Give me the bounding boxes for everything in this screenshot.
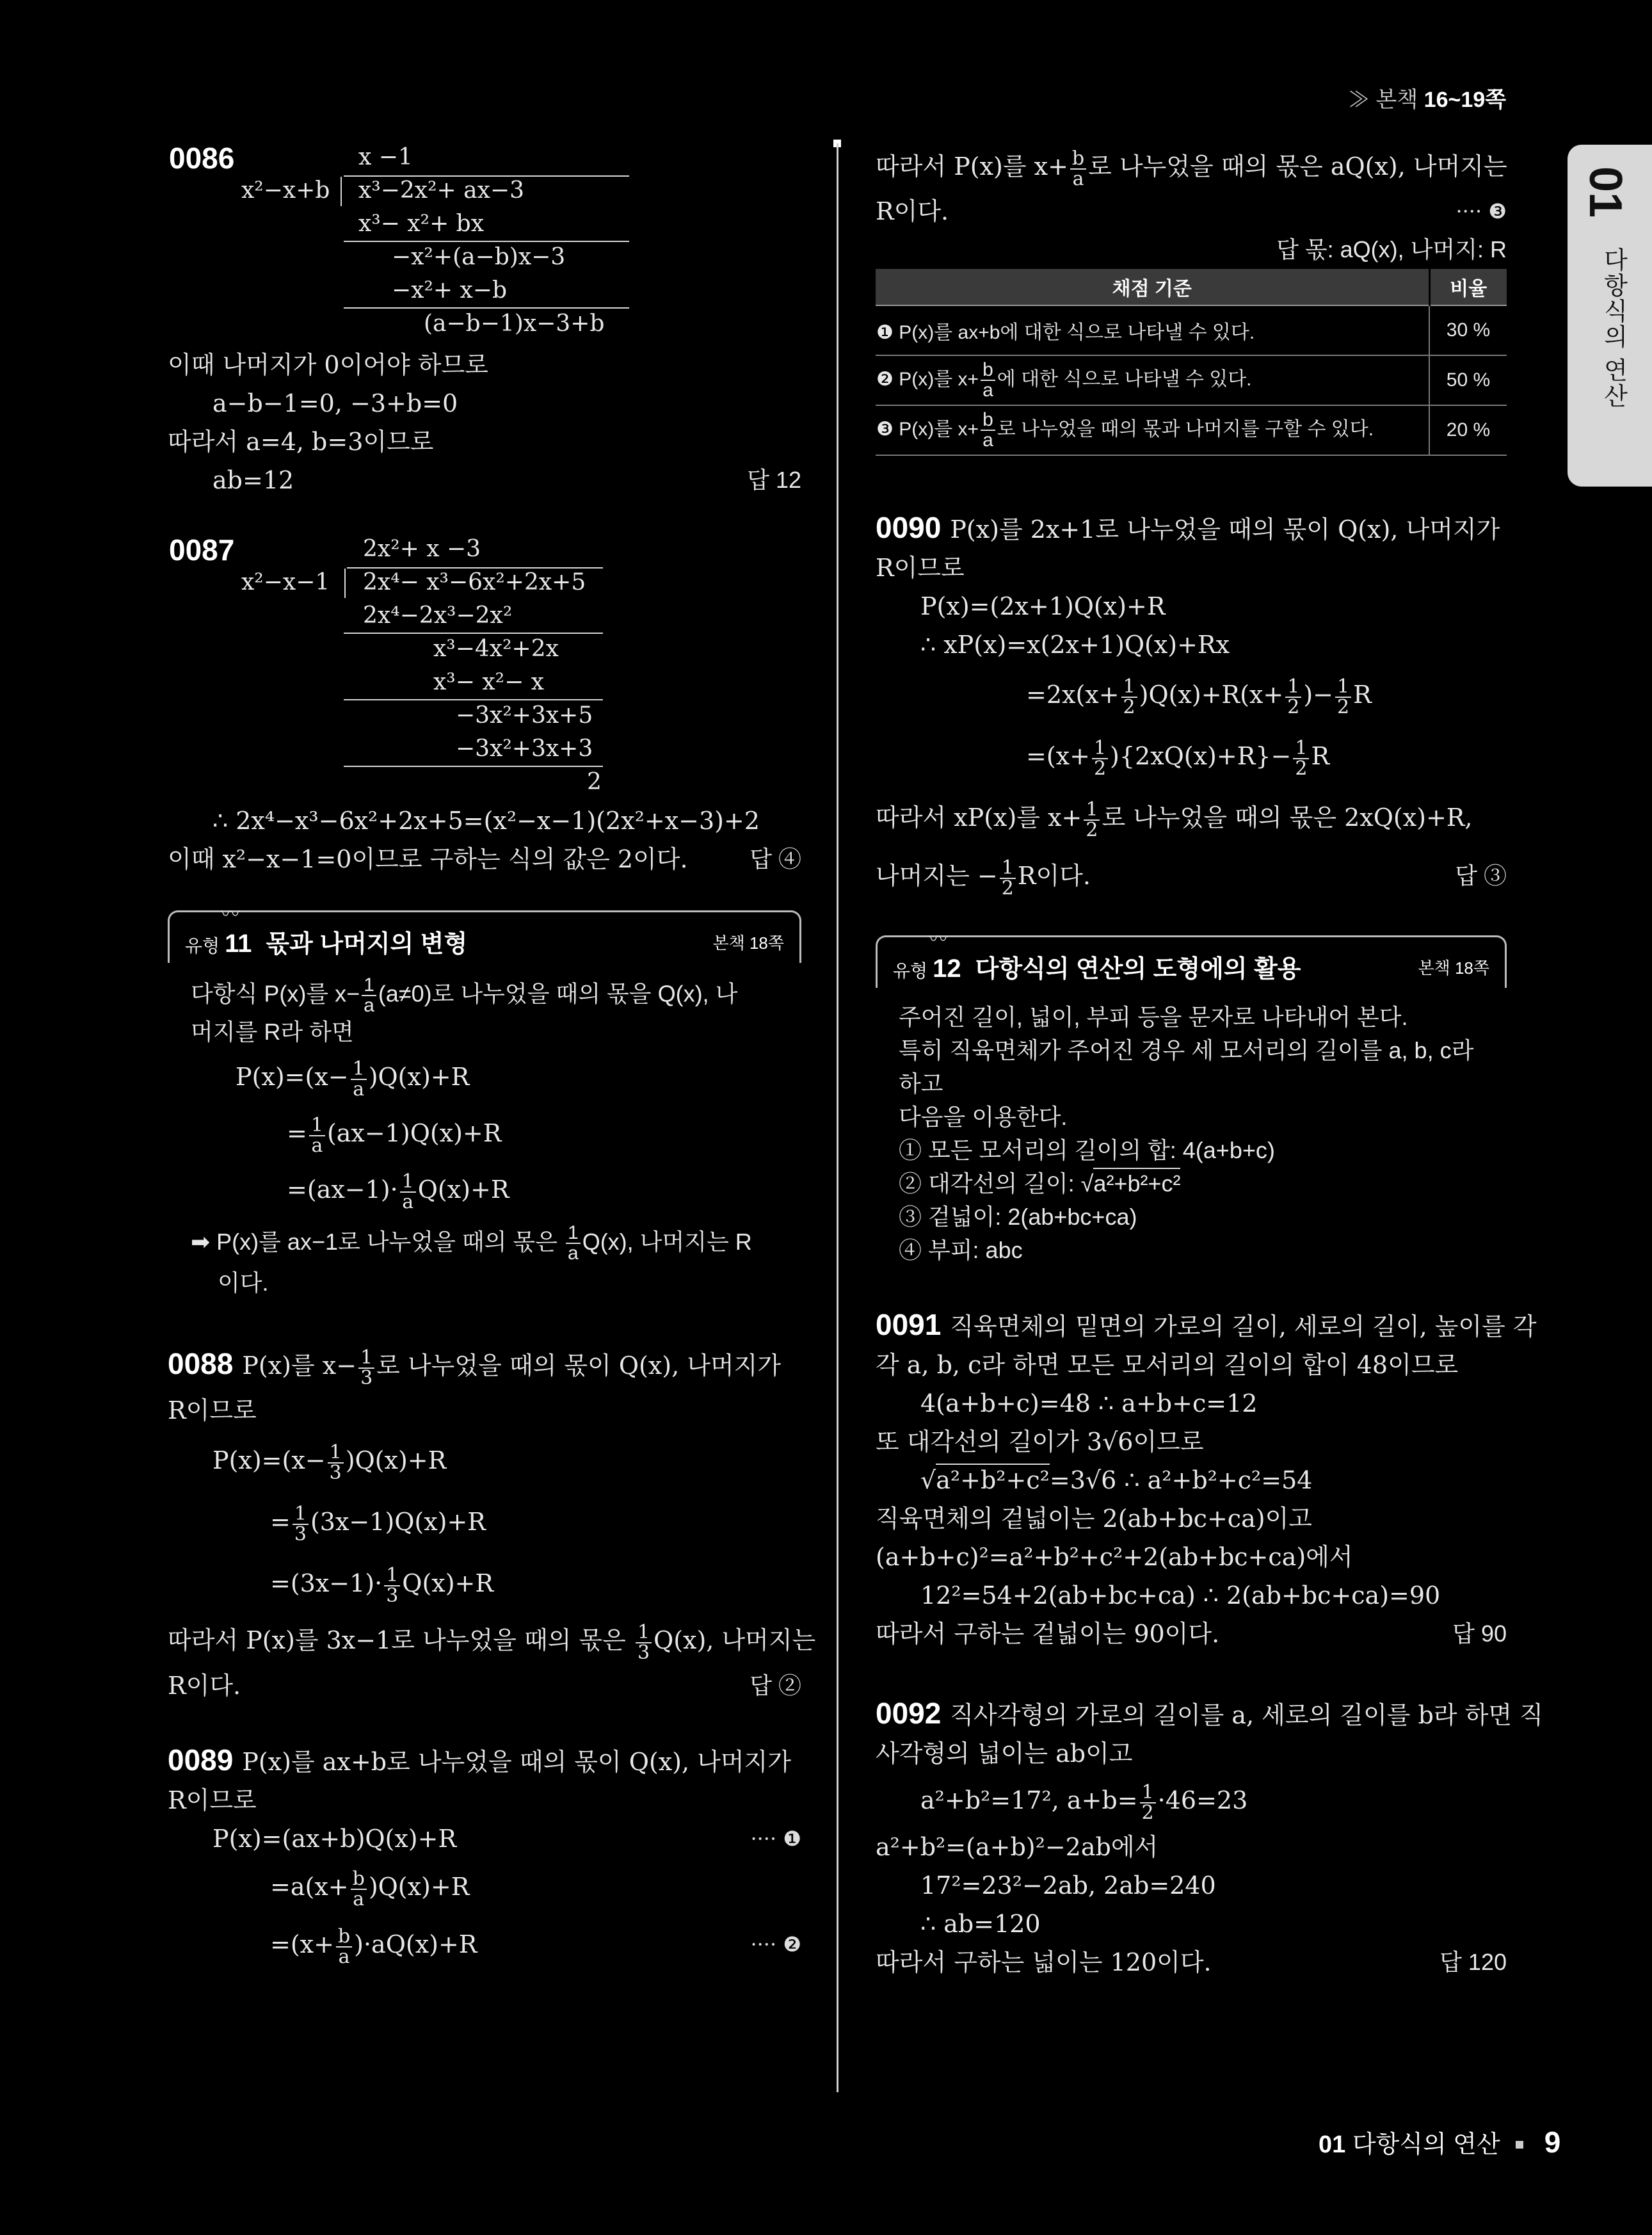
step: −x²+(a−b)x−3 bbox=[392, 244, 566, 270]
book-reference: 본책 18쪽 bbox=[1418, 958, 1489, 978]
equation: a−b−1=0, −3+b=0 bbox=[213, 389, 458, 417]
problem-number: 0087 bbox=[169, 533, 235, 567]
step-marker-3: ···· ❸ bbox=[1456, 199, 1507, 223]
table-row: ❶ P(x)를 ax+b에 대한 식으로 나타낼 수 있다. 30 % bbox=[876, 305, 1507, 355]
book-reference: 본책 18쪽 bbox=[712, 933, 784, 953]
chapter-title: 다항식의 연산 bbox=[1600, 247, 1626, 409]
problem-number: 0086 bbox=[169, 141, 235, 175]
step: 2x⁴−2x³−2x² bbox=[363, 602, 513, 629]
problem-number: 0089 bbox=[168, 1743, 234, 1777]
long-division-0087 bbox=[168, 533, 680, 802]
dividend: x³−2x²+ ax−3 bbox=[358, 177, 524, 204]
equation: ab=12 답 12 bbox=[168, 461, 801, 499]
type-title: 다항식의 연산의 도형에의 활용 bbox=[975, 956, 1301, 983]
type-title: 몫과 나머지의 변형 bbox=[266, 931, 468, 958]
problem-number: 0091 bbox=[876, 1308, 942, 1341]
problem-0088: 0088 P(x)를 x− $\frac{1}{3}$ 로 나누었을 때의 몫이 Q(x), 나머지가 R이므로 P(x)=(x− $\frac{1}{3}$ )Q(x)+R = $\frac{1}{3}$ (3x−1)Q(x)+R =(3x−1)· $\frac{1}{3}$ Q(x)+R 따라서 P(x)를 3x−1로 나누었을 때의 몫은 $\frac{1}{3}$ Q(x), 나머지는 R이다. 답 ② bbox=[168, 1338, 801, 1705]
problem-0091: 0091 직육면체의 밑면의 가로의 길이, 세로의 길이, 높이를 각 각 a, b, c라 하면 모든 모서리의 길이의 합이 48이므로 4(a+b+c)=48 ∴ a+b+c=12 또 대각선의 길이가 3√6이므로 √a²+b²+c²=3√6 ∴ a²+b²+c²=54 직육면체의 겉넓이는 2(ab+bc+ca)이고 (a+b+c)²=a²+b²+c²+2(ab+bc+ca)에서 12²=54+2(ab+bc+ca) ∴ 2(ab+bc+ca)=90 따라서 구하는 겉넓이는 90이다. 답 90 bbox=[876, 1305, 1507, 1653]
step: x³− x²+ bx bbox=[358, 211, 485, 237]
answer: 답 90 bbox=[1452, 1620, 1507, 1647]
wave-icon: 〰 bbox=[929, 928, 948, 951]
dividend: 2x⁴− x³−6x²+2x+5 bbox=[363, 569, 586, 595]
remainder: 2 bbox=[587, 769, 602, 795]
step: −3x²+3x+3 bbox=[456, 736, 593, 762]
column-divider bbox=[837, 143, 838, 2092]
divisor: x²−x−1 bbox=[241, 569, 330, 595]
type-11-box bbox=[168, 903, 801, 963]
grading-criteria-header: 채점 기준 bbox=[876, 269, 1429, 305]
text-line: 이때 x²−x−1=0이므로 구하는 식의 값은 2이다. 답 ④ bbox=[168, 840, 801, 878]
page-number: 9 bbox=[1544, 2126, 1561, 2159]
type-12-header: 유형 12 다항식의 연산의 도형에의 활용 본책 18쪽 bbox=[893, 955, 1489, 983]
divisor: x²−x+b bbox=[241, 177, 330, 204]
equation: ∴ 2x⁴−x³−6x²+2x+5=(x²−x−1)(2x²+x−3)+2 bbox=[213, 807, 760, 835]
problem-0086 bbox=[168, 141, 801, 346]
answer: 답 ③ bbox=[1455, 862, 1507, 889]
type-11-header: 유형 11 몫과 나머지의 변형 본책 18쪽 bbox=[185, 930, 784, 958]
problem-0090: 0090 P(x)를 2x+1로 나누었을 때의 몫이 Q(x), 나머지가 R이므로 P(x)=(2x+1)Q(x)+R ∴ xP(x)=x(2x+1)Q(x)+Rx =2x(x+ $\frac{1}{2}$ )Q(x)+R(x+ $\frac{1}{2}$ )− $\frac{1}{2}$ R =(x+ $\frac{1}{2}$ ){2xQ(x)+R}− $\frac{1}{2}$ R 따라서 xP(x)를 x+ $\frac{1}{2}$ 로 나누었을 때의 몫은 2xQ(x)+R, 나머지는 − $\frac{1}{2}$ R이다. 답 ③ bbox=[876, 508, 1507, 903]
problem-number: 0090 bbox=[876, 511, 942, 544]
answer: 답 ② bbox=[750, 1672, 801, 1698]
header-page-reference: ≫ 본책 16~19쪽 bbox=[1348, 88, 1506, 112]
answer: 답 12 bbox=[747, 467, 801, 493]
type-12-body: 주어진 길이, 넓이, 부피 등을 문자로 나타내어 본다. 특히 직육면체가 주어진 경우 세 모서리의 길이를 a, b, c라 하고 다음을 이용한다. ① 모든 모서리의 길이의 합: 4(a+b+c) ② 대각선의 길이: √a²+b²+c² ③ 겉넓이: 2(ab+bc+ca) ④ 부피: abc bbox=[899, 1004, 1474, 1263]
long-division-0086 bbox=[168, 141, 680, 346]
problem-0087 bbox=[168, 533, 801, 802]
step: −3x²+3x+5 bbox=[456, 702, 593, 729]
chapter-number: 01 bbox=[1580, 166, 1631, 218]
problem-number: 0088 bbox=[168, 1347, 234, 1380]
text-line: 이때 나머지가 0이어야 하므로 bbox=[168, 351, 488, 379]
text-line: 따라서 a=4, b=3이므로 bbox=[168, 428, 434, 456]
problem-0092: 0092 직사각형의 가로의 길이를 a, 세로의 길이를 b라 하면 직 사각형의 넓이는 ab이고 a²+b²=17², a+b= $\frac{1}{2}$ ·46=23 a²+b²=(a+b)²−2ab에서 17²=23²−2ab, 2ab=240 ∴ ab=120 따라서 구하는 넓이는 120이다. 답 120 bbox=[876, 1694, 1507, 1981]
quotient: 2x²+ x −3 bbox=[363, 536, 481, 562]
step: −x²+ x−b bbox=[392, 277, 508, 303]
grading-ratio-header: 비율 bbox=[1429, 269, 1507, 305]
step: x³− x²− x bbox=[433, 669, 544, 695]
grading-table bbox=[876, 269, 1507, 456]
problem-0089: 0089 P(x)를 ax+b로 나누었을 때의 몫이 Q(x), 나머지가 R이므로 P(x)=(ax+b)Q(x)+R ···· ❶ =a(x+ $\frac{b}{a}$ )Q(x)+R =(x+ $\frac{b}{a}$ )·aQ(x)+R ···· ❷ bbox=[168, 1741, 801, 1973]
problem-number: 0092 bbox=[876, 1697, 942, 1730]
step: x³−4x²+2x bbox=[433, 636, 559, 662]
left-column bbox=[168, 141, 816, 1973]
answer: 답 몫: aQ(x), 나머지: R bbox=[1276, 236, 1507, 262]
chapter-side-tab[interactable] bbox=[1568, 145, 1652, 487]
quotient: x −1 bbox=[358, 144, 413, 170]
wave-icon: 〰 bbox=[221, 903, 240, 926]
page-footer bbox=[1319, 2124, 1560, 2159]
footer-chapter-title: 다항식의 연산 bbox=[1352, 2131, 1500, 2158]
footer-chapter-number: 01 bbox=[1319, 2131, 1346, 2158]
right-column bbox=[876, 141, 1543, 1981]
answer: 답 ④ bbox=[750, 846, 801, 872]
type-11-body: 다항식 P(x)를 x− $\frac{1}{a}$ (a≠0)로 나누었을 때의 몫을 Q(x), 나 머지를 R라 하면 P(x)=(x− $\frac{1}{a}$ )Q(x)+R = $\frac{1}{a}$ (ax−1)Q(x)+R =(ax−1)· $\frac{1}{a}$ Q(x)+R ➡ P(x)를 ax−1로 나누었을 때의 몫은 $\frac{1}{a}$ Q(x), 나머지는 R 이다. bbox=[191, 974, 752, 1296]
table-row: ❸ P(x)를 x+ $\frac{b}{a}$ 로 나누었을 때의 몫과 나머지를 구할 수 있다. 20 % bbox=[876, 405, 1507, 455]
type-12-box bbox=[876, 928, 1507, 988]
table-row: ❷ P(x)를 x+ $\frac{b}{a}$ 에 대한 식으로 나타낼 수 있다. 50 % bbox=[876, 355, 1507, 405]
answer: 답 120 bbox=[1439, 1949, 1507, 1975]
step-marker-1: ···· ❶ bbox=[750, 1827, 801, 1851]
remainder: (a−b−1)x−3+b bbox=[424, 311, 605, 337]
step-marker-2: ···· ❷ bbox=[750, 1932, 801, 1957]
square-icon bbox=[1516, 2141, 1523, 2149]
problem-0089-continued: 따라서 P(x)를 x+ $\frac{b}{a}$ 로 나누었을 때의 몫은 aQ(x), 나머지는 R이다. ···· ❸ 답 몫: aQ(x), 나머지: R bbox=[876, 141, 1507, 230]
